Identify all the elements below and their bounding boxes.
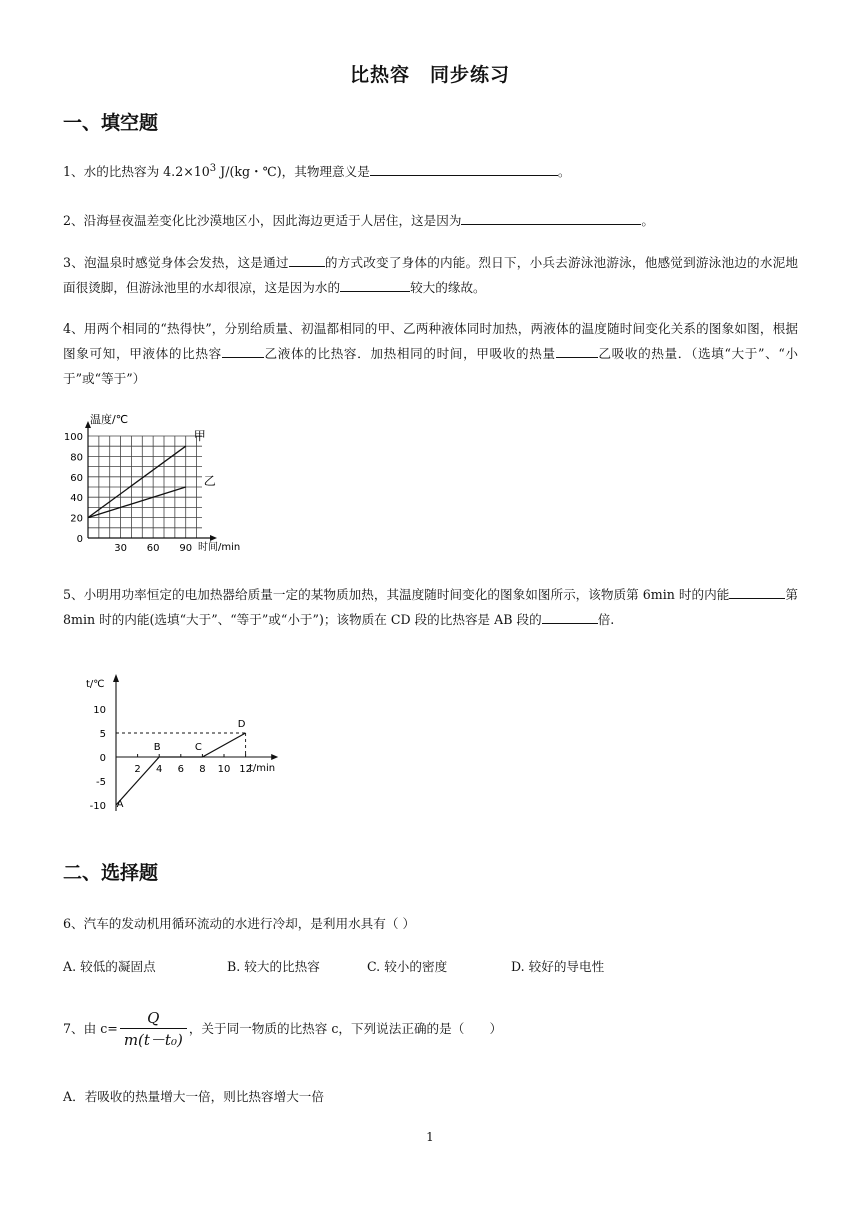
answer-blank[interactable] xyxy=(461,210,641,225)
q6-stem: 6、汽车的发动机用循环流动的水进行冷却，是利用水具有（ ） xyxy=(63,916,416,931)
chart1-x-tick-label: 90 xyxy=(179,543,193,554)
chart1-x-axis-label: 时间/min xyxy=(198,542,241,553)
chart1-series-line xyxy=(88,446,186,517)
answer-blank[interactable] xyxy=(289,252,325,267)
chart1-y-axis-label: 温度/℃ xyxy=(90,413,129,426)
q5-text-a: 5、小明用功率恒定的电加热器给质量一定的某物质加热，其温度随时间变化的图象如图所示，该物质第 6min 时的内能 xyxy=(63,587,730,602)
q6-option-d[interactable]: D. 较好的导电性 xyxy=(511,959,605,974)
chart2-x-arrow xyxy=(271,754,278,760)
q6-option-c[interactable]: C. 较小的密度 xyxy=(367,959,448,974)
q7-numerator: Q xyxy=(120,1008,187,1029)
question-7 xyxy=(63,1008,798,1051)
chart1-y-tick-label: 0 xyxy=(76,534,83,545)
chart1-y-tick-label: 60 xyxy=(70,472,83,484)
page-number: 1 xyxy=(426,1130,434,1144)
chart2-point-label: A xyxy=(116,799,124,810)
q1-text-a: 1、水的比热容为 4.2×10 xyxy=(63,164,210,180)
answer-blank[interactable] xyxy=(340,277,410,292)
answer-blank[interactable] xyxy=(556,343,598,358)
q4-text-a: 4、用两个相同的“热得快”，分别给质量、初温都相同的甲、乙两种液体同时加热，两液体的温度随时间变化关系的图象如图，根据图象可知，甲液体的比热容 xyxy=(63,321,798,361)
section-heading-fill-blank: 一、填空题 xyxy=(63,112,159,134)
chart1-y-tick-label: 20 xyxy=(70,513,83,525)
q6-option-a[interactable]: A. 较低的凝固点 xyxy=(63,959,156,974)
q7-suffix: ，关于同一物质的比热容 c，下列说法正确的是（ ） xyxy=(188,1021,503,1036)
chart2-x-tick-label: 4 xyxy=(156,764,163,775)
chart2-y-arrow xyxy=(113,674,119,682)
chart2-y-tick-label: 0 xyxy=(99,753,106,764)
chart2-point-label: B xyxy=(153,742,161,753)
question-5 xyxy=(63,582,798,632)
section-heading-choice: 二、选择题 xyxy=(63,862,159,884)
chart2-y-tick-label: -10 xyxy=(89,801,106,812)
q7-denominator: m(t－t₀) xyxy=(123,1031,183,1049)
q1-text-c: 。 xyxy=(557,164,571,180)
q2-text-b: 。 xyxy=(641,213,655,228)
question-6-options xyxy=(63,954,798,979)
q1-superscript: 3 xyxy=(209,163,217,174)
chart2-x-axis-label: t/min xyxy=(249,763,276,774)
chart2-y-tick-label: -5 xyxy=(96,777,106,788)
question-6 xyxy=(63,911,798,936)
q7-prefix: 7、由 c= xyxy=(63,1021,118,1036)
chart2-x-tick-label: 2 xyxy=(134,764,141,775)
chart2-point-label: D xyxy=(237,719,246,730)
q3-text-b: 的方式改变了身体的内能。烈日下，小兵去游泳池游泳，他感觉到游泳池边的水泥地面很烫脚，但游泳池里的水却很凉，这是因为水的 xyxy=(63,255,799,295)
chart2-y-tick-label: 5 xyxy=(99,729,106,740)
chart2-x-tick-label: 6 xyxy=(177,764,184,775)
chart2-x-tick-label: 8 xyxy=(199,764,206,775)
question-3 xyxy=(63,250,798,300)
q4-text-b: 乙液体的比热容．加热相同的时间，甲吸收的热量 xyxy=(263,346,556,361)
chart1-y-tick-label: 40 xyxy=(70,493,83,505)
q3-text-c: 较大的缘故。 xyxy=(410,280,486,295)
chart1-x-tick-label: 60 xyxy=(146,543,160,554)
chart2-y-tick-label: 10 xyxy=(93,705,106,716)
q2-text-a: 2、沿海昼夜温差变化比沙漠地区小，因此海边更适于人居住，这是因为 xyxy=(63,213,462,228)
chart1-y-tick-label: 80 xyxy=(70,452,83,464)
q5-text-b: 第 8min 时的内能(选填“大于”、“等于”或“小于”)；该物质在 CD 段的比热容是 AB 段的 xyxy=(63,587,798,627)
q7-option-a[interactable]: A．若吸收的热量增大一倍，则比热容增大一倍 xyxy=(63,1089,324,1104)
chart2-x-tick-label: 10 xyxy=(217,764,231,775)
q6-option-b[interactable]: B. 较大的比热容 xyxy=(227,959,320,974)
chart1-tick-labels xyxy=(64,432,192,554)
temperature-time-chart-1 xyxy=(60,408,260,558)
chart1-series-label: 甲 xyxy=(193,429,206,444)
chart1-x-tick-label: 30 xyxy=(114,543,127,554)
chart1-x-arrow xyxy=(210,535,217,541)
chart1-y-tick-label: 100 xyxy=(63,432,83,443)
temperature-time-chart-2 xyxy=(72,672,282,822)
answer-blank[interactable] xyxy=(370,161,558,176)
chart2-tick-labels xyxy=(90,705,252,812)
chart1-series-line xyxy=(88,487,186,518)
q4-text-c: 乙吸收的热量．（选填“大于”、“小于”或“等于”） xyxy=(63,346,799,386)
question-2 xyxy=(63,208,798,233)
question-1 xyxy=(63,156,798,184)
chart2-y-axis-label: t/℃ xyxy=(86,679,105,690)
q7-formula-fraction xyxy=(120,1008,187,1051)
q3-text-a: 3、泡温泉时感觉身体会发热，这是通过 xyxy=(63,255,289,270)
chart2-x-tick-label: 12 xyxy=(239,764,252,775)
answer-blank[interactable] xyxy=(542,609,598,624)
answer-blank[interactable] xyxy=(222,343,264,358)
page-title: 比热容 同步练习 xyxy=(349,64,510,86)
question-4 xyxy=(63,316,798,391)
answer-blank[interactable] xyxy=(729,584,785,599)
q1-text-b: J/(kg・℃)，其物理意义是 xyxy=(216,164,370,180)
chart1-series-label: 乙 xyxy=(203,474,216,488)
chart2-point-label: C xyxy=(194,742,202,753)
q5-text-c: 倍. xyxy=(597,612,615,627)
